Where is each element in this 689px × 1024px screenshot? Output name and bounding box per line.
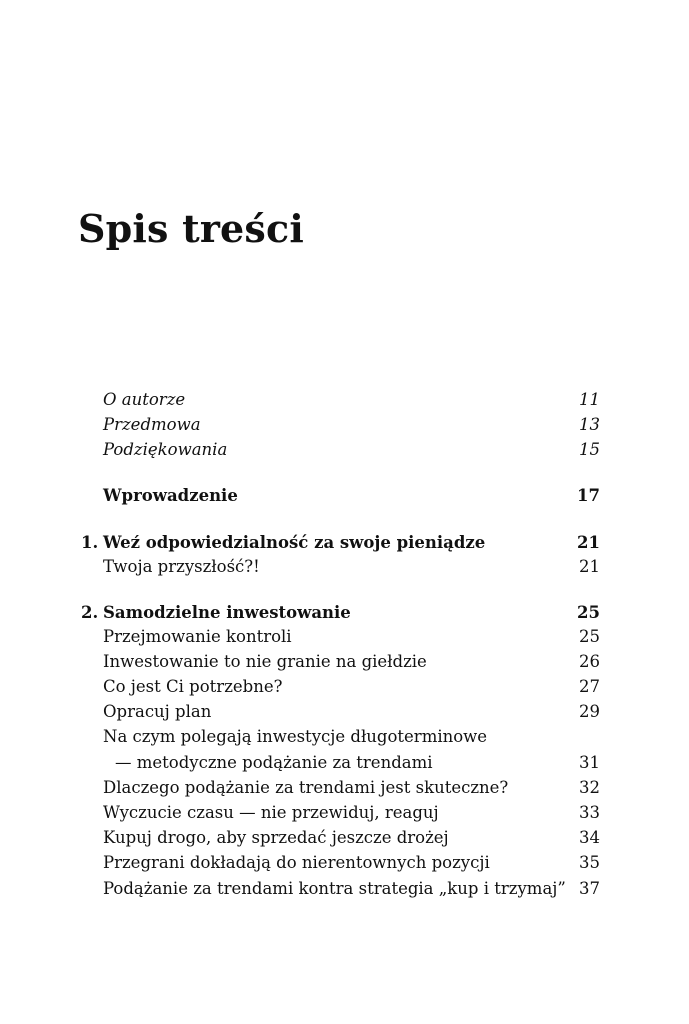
chapter-number: 1. bbox=[81, 533, 99, 552]
toc-entry-front-2[interactable] bbox=[103, 440, 600, 460]
chapter-title: Weź odpowiedzialność za swoje pieniądze bbox=[103, 533, 486, 552]
section-title: Opracuj plan bbox=[103, 702, 212, 721]
section-title: Co jest Ci potrzebne? bbox=[103, 677, 283, 696]
toc-section[interactable] bbox=[103, 727, 600, 747]
toc-chapter-1[interactable] bbox=[81, 533, 600, 553]
section-page: 29 bbox=[579, 702, 600, 721]
section-page: 25 bbox=[579, 627, 600, 646]
toc-entry-front-1[interactable] bbox=[103, 415, 600, 435]
section-title: Podążanie za trendami kontra strategia „kup i trzymaj” bbox=[103, 879, 566, 898]
toc-section[interactable] bbox=[103, 803, 600, 823]
toc-entry-label: Przedmowa bbox=[103, 415, 201, 434]
toc-chapter-2[interactable] bbox=[81, 603, 600, 623]
chapter-title: Samodzielne inwestowanie bbox=[103, 603, 351, 622]
section-page: 35 bbox=[579, 853, 600, 872]
toc-entry-label: Podziękowania bbox=[103, 440, 228, 459]
toc-entry-page: 13 bbox=[579, 415, 600, 434]
toc-section[interactable] bbox=[103, 652, 600, 672]
toc-entry-intro[interactable] bbox=[103, 486, 600, 506]
toc-section[interactable] bbox=[103, 853, 600, 873]
toc-entry-page: 15 bbox=[579, 440, 600, 459]
toc-section[interactable] bbox=[103, 828, 600, 848]
toc-entry-front-0[interactable] bbox=[103, 390, 600, 410]
section-page: 37 bbox=[579, 879, 600, 898]
toc-entry-label: O autorze bbox=[103, 390, 186, 409]
chapter-page: 25 bbox=[577, 603, 600, 622]
section-title: Na czym polegają inwestycje długoterminowe bbox=[103, 727, 488, 746]
toc-section[interactable] bbox=[103, 557, 600, 577]
section-page: 26 bbox=[579, 652, 600, 671]
toc-entry-page: 17 bbox=[577, 486, 600, 505]
page-title: Spis treści bbox=[78, 206, 304, 251]
section-title: Przegrani dokładają do nierentownych pozycji bbox=[103, 853, 490, 872]
chapter-page: 21 bbox=[577, 533, 600, 552]
toc-entry-label: Wprowadzenie bbox=[103, 486, 238, 505]
toc-section[interactable] bbox=[103, 778, 600, 798]
section-page: 34 bbox=[579, 828, 600, 847]
section-title: Kupuj drogo, aby sprzedać jeszcze drożej bbox=[103, 828, 449, 847]
section-title: Przejmowanie kontroli bbox=[103, 627, 292, 646]
toc-section[interactable] bbox=[103, 879, 600, 899]
section-page: 21 bbox=[579, 557, 600, 576]
section-page: 32 bbox=[579, 778, 600, 797]
toc-section[interactable] bbox=[103, 627, 600, 647]
section-title: Wyczucie czasu — nie przewiduj, reaguj bbox=[103, 803, 439, 822]
section-page: 31 bbox=[579, 753, 600, 772]
section-title: Twoja przyszłość?! bbox=[103, 557, 260, 576]
toc-section-continuation[interactable] bbox=[103, 753, 600, 773]
section-title: Dlaczego podążanie za trendami jest skuteczne? bbox=[103, 778, 509, 797]
toc-section[interactable] bbox=[103, 702, 600, 722]
toc-section[interactable] bbox=[103, 677, 600, 697]
section-title: Inwestowanie to nie granie na giełdzie bbox=[103, 652, 427, 671]
toc-entry-page: 11 bbox=[579, 390, 600, 409]
section-page: 27 bbox=[579, 677, 600, 696]
section-title-continuation: — metodyczne podążanie za trendami bbox=[115, 753, 433, 772]
section-page: 33 bbox=[579, 803, 600, 822]
chapter-number: 2. bbox=[81, 603, 99, 622]
